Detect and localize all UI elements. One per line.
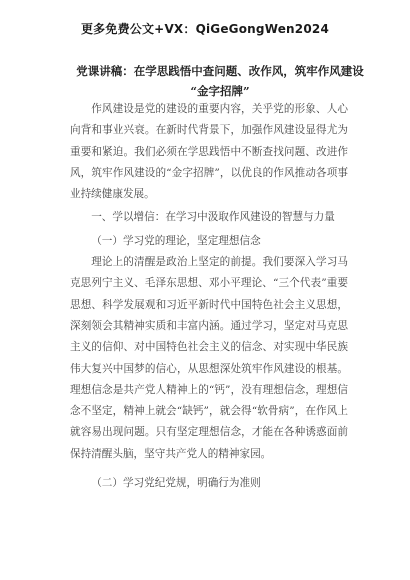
title-line-2: “金字招牌”	[190, 84, 250, 98]
subsection-2-heading: （二）学习党纪党规，明确行为准则	[91, 477, 261, 490]
document-title	[70, 61, 370, 101]
subsection-1-heading: （一）学习党的理论，坚定理想信念	[91, 234, 261, 247]
intro-paragraph: 作风建设是党的建设的重要内容，关乎党的形象、人心向背和事业兴衰。在新时代背景下，加强作风建设显得尤为重要和紧迫。我们必须在学思践悟中不断查找问题、改进作风，筑牢作风建设的“金字招牌”，以优良的作风推动各项事业持续健康发展。	[70, 103, 348, 201]
title-line-1: 党课讲稿：在学思践悟中查问题、改作风，筑牢作风建设	[76, 64, 364, 78]
promo-banner: 更多免费公文+VX：QiGeGongWen2024	[80, 22, 329, 36]
document-body	[70, 99, 348, 494]
subsection-1-paragraph: 理论上的清醒是政治上坚定的前提。我们要深入学习马克思列宁主义、毛泽东思想、邓小平理论、“三个代表”重要思想、科学发展观和习近平新时代中国特色社会主义思想，深刻领会其精神实质和丰富内涵。通过学习，坚定对马克思主义的信仰、对中国特色社会主义的信念、对实现中华民族伟大复兴中国梦的信心，从思想深处筑牢作风建设的根基。理想信念是共产党人精神上的“钙”，没有理想信念，理想信念不坚定，精神上就会“缺钙”，就会得“软骨病”，在作风上就容易出现问题。只有坚定理想信念，才能在各种诱惑面前保持清醒头脑，坚守共产党人的精神家园。	[70, 256, 348, 460]
section-1-heading: 一、学以增信：在学习中汲取作风建设的智慧与力量	[91, 211, 335, 224]
